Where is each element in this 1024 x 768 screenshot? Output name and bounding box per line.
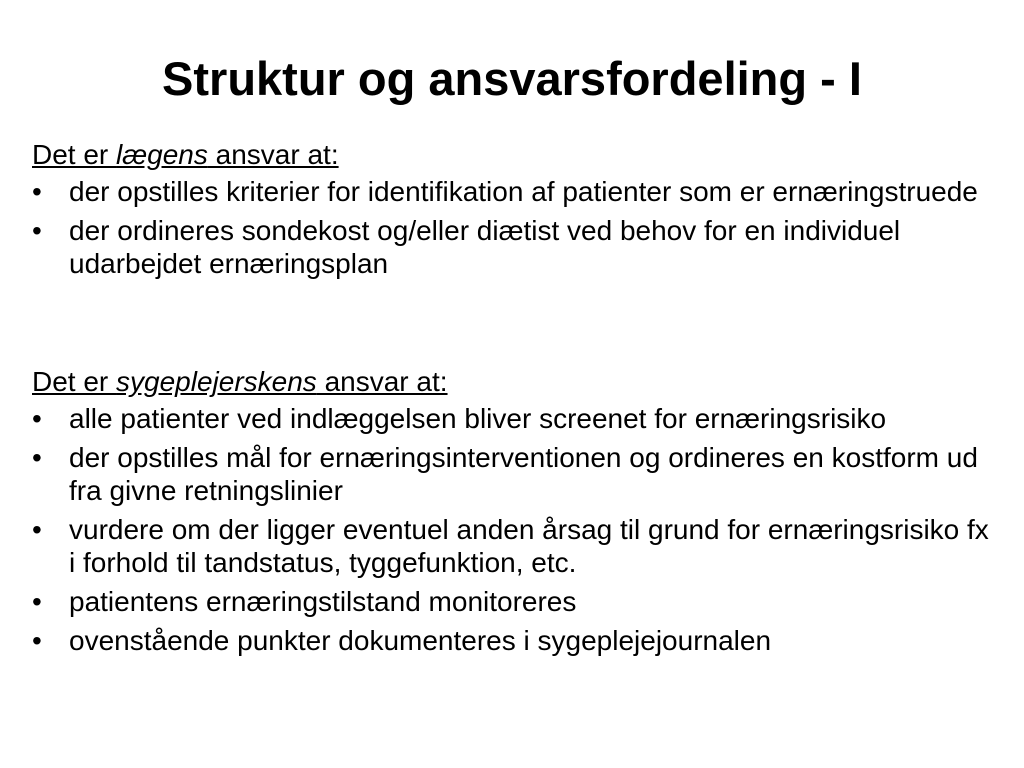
bullet-list <box>32 402 1002 657</box>
slide-title: Struktur og ansvarsfordeling - I <box>162 52 862 105</box>
bullet-list <box>32 175 1002 280</box>
heading-emphasis: sygeplejerskens <box>116 366 317 397</box>
list-item-text: der ordineres sondekost og/eller diætist ved behov for en individuel udarbejdet ernæringsplan <box>69 215 901 279</box>
list-item-text: der opstilles mål for ernæringsinterventionen og ordineres en kostform ud fra givne retningslinier <box>69 442 978 506</box>
list-item-text: patientens ernæringstilstand monitoreres <box>69 586 577 617</box>
list-item-text: ovenstående punkter dokumenteres i sygeplejejournalen <box>69 625 772 656</box>
heading-prefix: Det er <box>32 139 117 170</box>
bullet-icon: • <box>32 514 42 545</box>
bullet-icon: • <box>32 215 42 246</box>
bullet-icon: • <box>32 403 42 434</box>
heading-suffix: ansvar at: <box>316 366 448 397</box>
list-item <box>32 214 1002 280</box>
heading-suffix: ansvar at: <box>207 139 339 170</box>
bullet-icon: • <box>32 442 42 473</box>
section-heading <box>32 137 1002 173</box>
section-doctor-responsibility <box>32 137 1002 286</box>
section-heading <box>32 364 1002 400</box>
section-nurse-responsibility <box>32 364 1002 663</box>
list-item <box>32 402 1002 435</box>
list-item <box>32 513 1002 579</box>
list-item <box>32 441 1002 507</box>
bullet-icon: • <box>32 586 42 617</box>
bullet-icon: • <box>32 625 42 656</box>
list-item-text: vurdere om der ligger eventuel anden årsag til grund for ernæringsrisiko fx i forhold til tandstatus, tyggefunktion, etc. <box>69 514 989 578</box>
heading-emphasis: lægens <box>116 139 208 170</box>
bullet-icon: • <box>32 176 42 207</box>
heading-prefix: Det er <box>32 366 117 397</box>
list-item-text: der opstilles kriterier for identifikation af patienter som er ernæringstruede <box>69 176 978 207</box>
list-item <box>32 624 1002 657</box>
list-item <box>32 585 1002 618</box>
list-item <box>32 175 1002 208</box>
list-item-text: alle patienter ved indlæggelsen bliver screenet for ernæringsrisiko <box>69 403 887 434</box>
